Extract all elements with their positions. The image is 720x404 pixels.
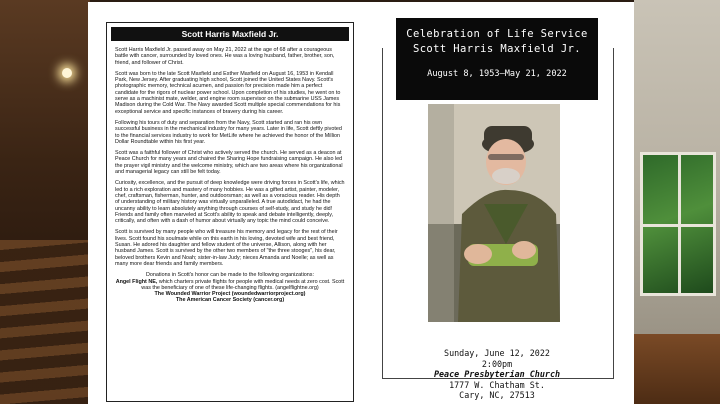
service-date: Sunday, June 12, 2022 <box>444 348 550 358</box>
obituary-paragraph: Scott was a faithful follower of Christ who actively served the church. He served as a deacon at Peace Church for many years and chaired the Sharing Hope fundraising campaign. He also led the prayer vigil ministry and the welcome ministry, which are two areas where his organizational and managerial legacy can still be felt today. <box>115 150 343 176</box>
church-address-street: 1777 W. Chatham St. <box>449 379 545 390</box>
service-time: 2:00pm <box>481 358 513 369</box>
donation-org-1 <box>115 279 345 292</box>
deceased-name: Scott Harris Maxfield Jr. <box>412 43 582 55</box>
service-details <box>372 348 622 401</box>
service-cover-page <box>372 12 622 402</box>
donation-org-1-desc: which charters private flights for people with medical needs at zero cost. Scott was the beneficiary of one of these life-changing flights. (angelflightne.org) <box>141 278 345 291</box>
obituary-header: Scott Harris Maxfield Jr. <box>111 27 349 41</box>
obituary-text <box>107 41 353 304</box>
donation-org-3: The American Cancer Society (cancer.org) <box>175 297 285 304</box>
church-name: Peace Presbyterian Church <box>433 369 561 379</box>
title-block <box>396 18 598 100</box>
church-address-city: Cary, NC, 27513 <box>459 390 535 400</box>
obituary-paragraph: Following his tours of duty and separation from the Navy, Scott started and ran his own successful business in the mechanical industry for many years. Later in life, Scott deftly pivoted to the financial services industry to work for MetLife where he achieved the honor of the Million Dollar Roundtable within his first year. <box>115 119 342 145</box>
church-interior-left <box>0 0 90 404</box>
obituary-paragraph: Scott is survived by many people who will treasure his memory and legacy for the rest of their lives. Scott found his soulmate while on this earth in his loving, devoted wife and best friend, Susan. He adored his daughter and fellow student of the universe, Allison, along with her husband James. Scott is survived by the other two members of "the three stooges", his dear, beloved brothers Kevin and Noah; sister-in-law Judy; nieces Amanda and Noelle; as well as many more dear friends and family members. <box>115 229 338 267</box>
window <box>640 152 716 296</box>
donations-intro: Donations in Scott's honor can be made to the following organizations: <box>146 272 314 279</box>
pews <box>0 240 90 404</box>
wood-rail <box>634 334 720 404</box>
life-dates: August 8, 1953—May 21, 2022 <box>427 69 567 79</box>
obituary-paragraph: Scott Harris Maxfield Jr. passed away on May 21, 2022 at the age of 68 after a courageous battle with cancer, surrounded by loved ones. He was a loving husband, father, brother, son, friend, and follower of Christ. <box>115 47 335 66</box>
portrait-photo <box>428 104 560 322</box>
donation-org-2: The Wounded Warrior Project (woundedwarriorproject.org) <box>154 291 306 298</box>
church-interior-right <box>634 0 720 404</box>
obituary-paragraph: Curiosity, excellence, and the pursuit of deep knowledge were driving forces in Scott's life, which led to a rich exploration and mastery of many hobbies. He was a gifted artist, painter, modeler, chef, craftsman, fisherman, hunter, and outdoorsman; as well as a voracious reader. His depth of understanding of military history was virtually unparalleled. A true autodidact, he had the uncanny ability to learn absolutely anything through courses of self-study, and study he did! Friends and family often marveled at Scott's ability to speak and debate intelligently, deeply, critically, and often with a dash of humor about virtually any topic the mind could conceive. <box>115 180 345 225</box>
obituary-paragraph: Scott was born to the late Scott Maxfield and Esther Maxfield on August 16, 1953 in Kendall Park, New Jersey. After graduating high school, Scott joined the United States Navy. Scott's photographic memory, technical acumen, and passion for precision made him a perfect candidate for the rigors of nuclear power school. Upon completion of his studies, he went on to serve as a machinist mate, welder, and engine room supervisor on the submarine USS James Madison during the Cold War. The Navy awarded Scott multiple special commendations for his exceptional service and specific instances of bravery during his career. <box>115 70 341 115</box>
service-title: Celebration of Life Service <box>406 28 588 40</box>
donations-section <box>115 272 345 303</box>
donation-org-1-name: Angel Flight NE, <box>115 278 158 285</box>
ceiling-light <box>62 68 72 78</box>
obituary-page <box>106 22 354 402</box>
